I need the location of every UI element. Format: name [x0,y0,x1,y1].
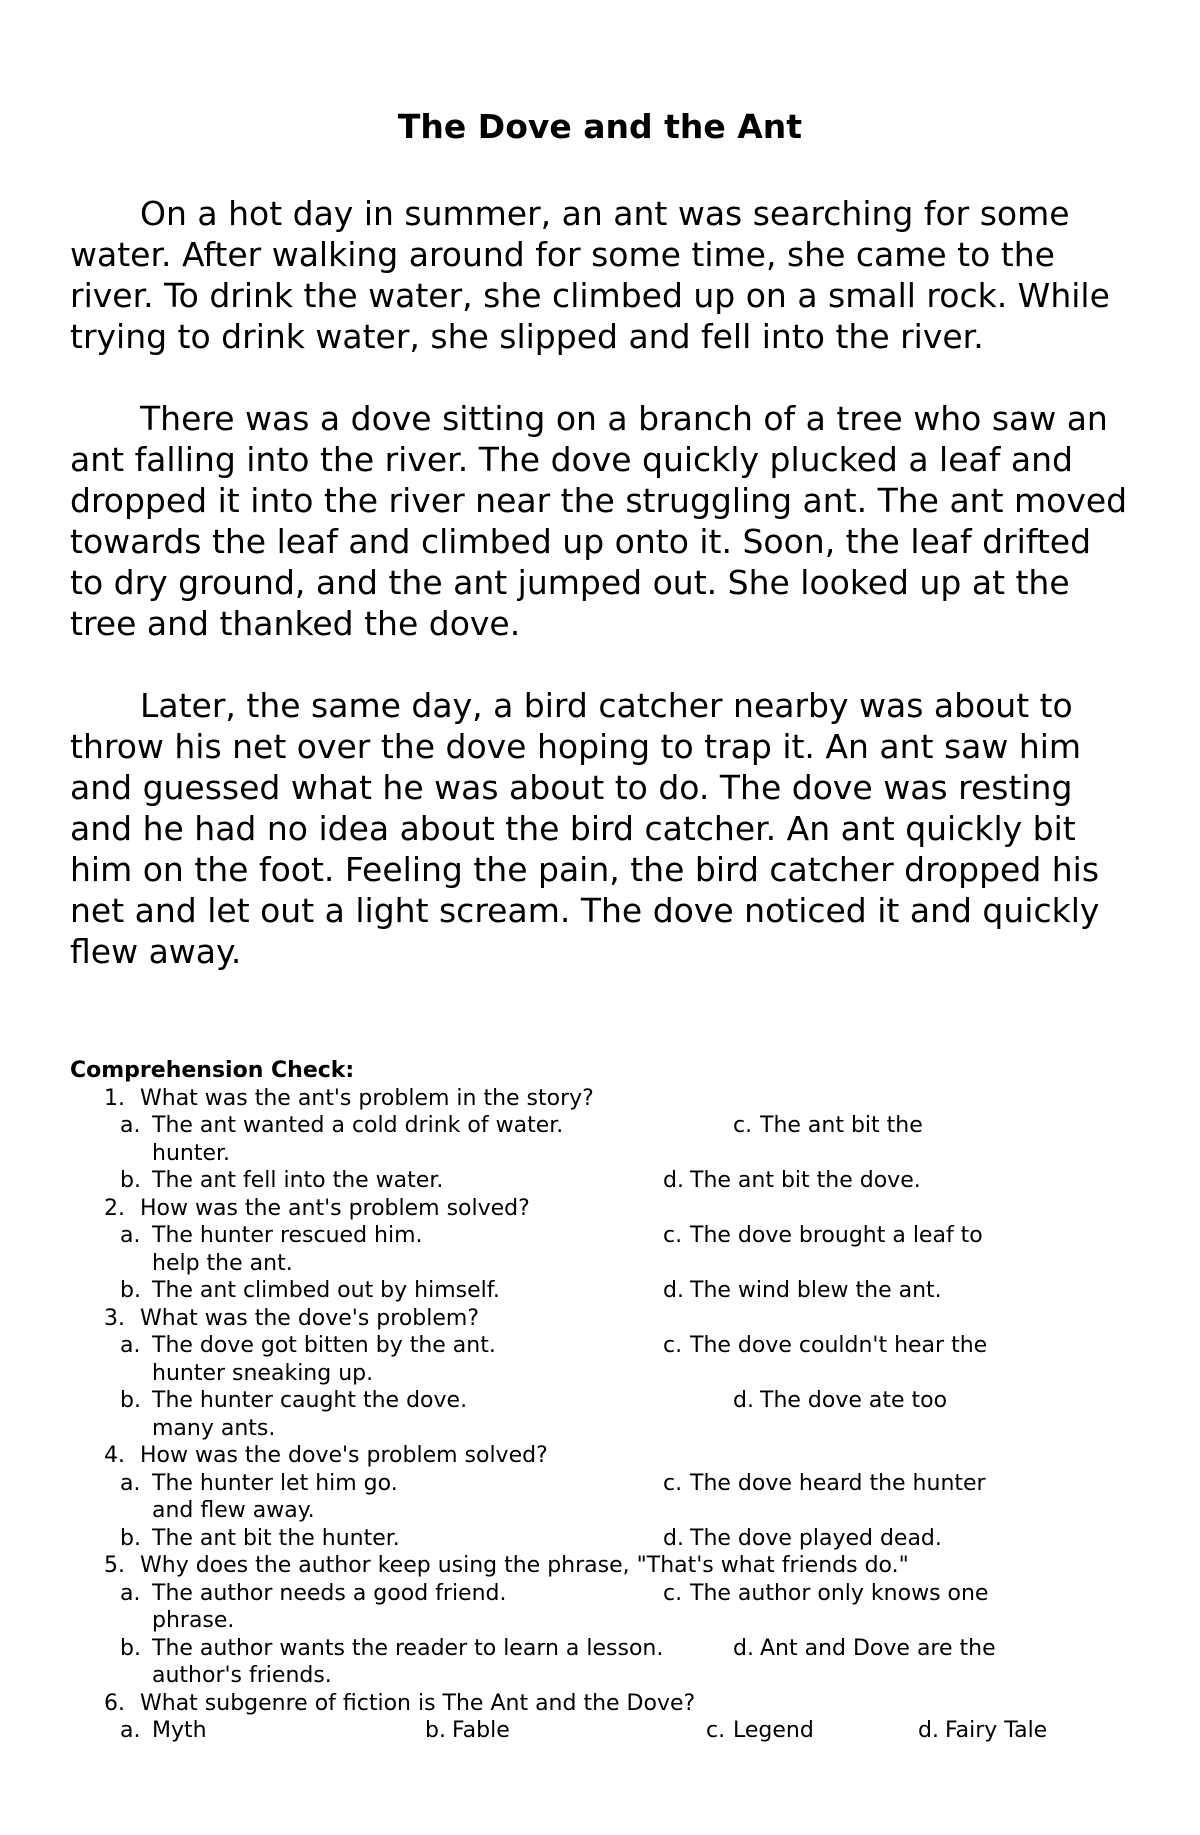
option-c: The dove couldn't hear the [690,1333,988,1358]
option-row [70,1662,1140,1690]
option-b-continued: author's friends. [152,1663,332,1688]
option-a-continued: and flew away. [152,1498,315,1523]
option-d: The wind blew the ant. [690,1278,942,1303]
question-text: How was the dove's problem solved? [140,1443,548,1468]
option-a: The dove got bitten by the ant. [152,1333,496,1358]
option-row [70,1470,1140,1498]
option-a: Myth [152,1718,207,1743]
option-a-continued: help the ant. [152,1250,293,1276]
story-body [70,193,1130,1013]
story-paragraph: Later, the same day, a bird catcher nearby was about to throw his net over the dove hoping to trap it. An ant saw him and guessed what he was about to do. The dove was resting and he had no idea about the bird catcher. An ant quickly bit him on the foot. Feeling the pain, the bird catcher dropped his net and let out a light scream. The dove noticed it and quickly flew away. [70,686,1100,971]
comprehension-heading: Comprehension Check: [70,1058,355,1083]
question-number: 5. [104,1553,125,1578]
option-row [70,1717,1140,1745]
option-row [70,1250,1140,1278]
option-row [70,1140,1140,1168]
option-c: The dove brought a leaf to [690,1223,983,1248]
option-letter: b. [120,1278,141,1303]
option-letter: c. [706,1718,726,1743]
story-paragraph: There was a dove sitting on a branch of a tree who saw an ant falling into the river. The dove quickly plucked a leaf and dropped it into the river near the struggling ant. The ant moved towards the leaf and climbed up onto it. Soon, the leaf drifted to dry ground, and the ant jumped out. She looked up at the tree and thanked the dove. [70,399,1128,643]
question [70,1690,1140,1718]
question-text: What was the ant's problem in the story? [140,1085,594,1111]
option-letter: b. [120,1635,141,1661]
option-a: The hunter rescued him. [152,1223,423,1248]
option-a: The hunter let him go. [152,1470,398,1496]
option-letter: d. [663,1168,684,1193]
option-letter: c. [663,1580,683,1606]
option-letter: c. [663,1470,683,1496]
option-letter: d. [663,1525,684,1551]
question [70,1085,1140,1113]
option-letter: d. [733,1635,754,1661]
option-letter: d. [663,1278,684,1303]
question [70,1305,1140,1333]
option-row [70,1580,1140,1608]
option-c: The ant bit the [760,1113,923,1138]
question-text: What subgenre of fiction is The Ant and the Dove? [140,1690,696,1716]
option-letter: c. [733,1113,753,1138]
option-b: The ant climbed out by himself. [152,1278,500,1303]
option-c: The author only knows one [690,1580,989,1606]
option-row [70,1497,1140,1525]
option-letter: a. [120,1223,141,1248]
option-letter: c. [663,1223,683,1248]
question-text: Why does the author keep using the phrase, "That's what friends do." [140,1553,909,1578]
option-letter: a. [120,1580,141,1606]
option-row [70,1360,1140,1388]
option-d: The dove ate too [760,1388,948,1413]
option-row [70,1607,1140,1635]
question-number: 3. [104,1305,125,1331]
option-a-continued: hunter sneaking up. [152,1360,374,1386]
option-letter: a. [120,1718,141,1743]
question [70,1442,1140,1470]
question-text: How was the ant's problem solved? [140,1195,530,1221]
option-letter: a. [120,1113,141,1138]
option-letter: c. [663,1333,683,1358]
option-letter: b. [120,1525,141,1551]
option-row [70,1112,1140,1140]
story-title: The Dove and the Ant [397,107,803,146]
option-b: The hunter caught the dove. [152,1388,468,1413]
comprehension-check [70,1057,1140,1745]
option-letter: d. [918,1718,939,1743]
option-row [70,1167,1140,1195]
option-c: The dove heard the hunter [690,1470,986,1496]
option-b: The ant fell into the water. [152,1168,444,1193]
question [70,1195,1140,1223]
question-number: 1. [104,1085,125,1111]
option-row [70,1635,1140,1663]
option-a: The author needs a good friend. [152,1580,507,1606]
option-a-continued: phrase. [152,1608,235,1633]
option-letter: b. [120,1388,141,1413]
option-b: Fable [452,1718,510,1743]
question [70,1552,1140,1580]
option-row [70,1277,1140,1305]
option-b-continued: many ants. [152,1415,276,1441]
option-letter: d. [733,1388,754,1413]
option-c: Legend [733,1718,814,1743]
question-text: What was the dove's problem? [140,1305,480,1331]
option-row [70,1415,1140,1443]
story-paragraph: On a hot day in summer, an ant was searching for some water. After walking around for some time, she came to the river. To drink the water, she climbed up on a small rock. While trying to drink water, she slipped and fell into the river. [70,194,1110,356]
option-row [70,1387,1140,1415]
option-d: Fairy Tale [945,1718,1048,1743]
option-letter: b. [120,1168,141,1193]
option-row [70,1222,1140,1250]
option-row [70,1332,1140,1360]
option-letter: a. [120,1470,141,1496]
option-d: The ant bit the dove. [690,1168,921,1193]
option-b: The ant bit the hunter. [152,1525,400,1551]
question-number: 6. [104,1690,125,1716]
option-a: The ant wanted a cold drink of water. [152,1113,564,1138]
option-a-continued: hunter. [152,1140,231,1166]
question-number: 4. [104,1443,125,1468]
option-row [70,1525,1140,1553]
option-letter: b. [425,1718,446,1743]
option-b: The author wants the reader to learn a lesson. [152,1635,664,1661]
option-d: The dove played dead. [690,1525,942,1551]
option-letter: a. [120,1333,141,1358]
question-number: 2. [104,1195,125,1221]
option-d: Ant and Dove are the [760,1635,996,1661]
